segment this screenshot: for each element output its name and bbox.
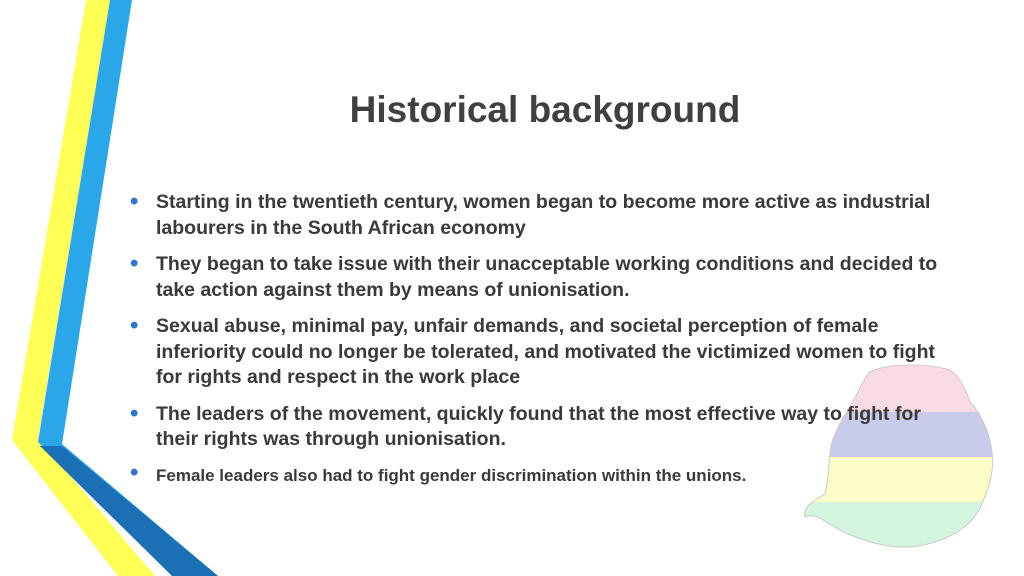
bullet-text: Sexual abuse, minimal pay, unfair demands, and societal perception of female inferiority could no longer be tolerated, and motivated the victimized women to fight for rights and respect in the work place	[156, 315, 935, 388]
bullet-list	[128, 190, 958, 499]
bullet-item	[128, 399, 958, 453]
bullet-icon: •	[130, 399, 139, 427]
bullet-item	[128, 252, 958, 303]
bullet-text: They began to take issue with their unacceptable working conditions and decided to take action against them by means of unionisation.	[156, 253, 938, 301]
slide-title: Historical background	[349, 89, 741, 130]
bullet-text: The leaders of the movement, quickly found that the most effective way to fight for their rights was through unionisation.	[156, 402, 921, 450]
bullet-icon: •	[130, 458, 139, 486]
bullet-text: Female leaders also had to fight gender discrimination within the unions.	[156, 465, 747, 485]
bullet-text: Starting in the twentieth century, women began to become more active as industrial labourers in the South African economy	[156, 191, 931, 239]
bullet-icon: •	[130, 188, 139, 215]
bullet-icon: •	[130, 312, 139, 339]
bullet-item	[128, 190, 958, 241]
bullet-item	[128, 458, 958, 488]
bullet-icon: •	[130, 250, 139, 277]
bullet-item	[128, 314, 958, 391]
